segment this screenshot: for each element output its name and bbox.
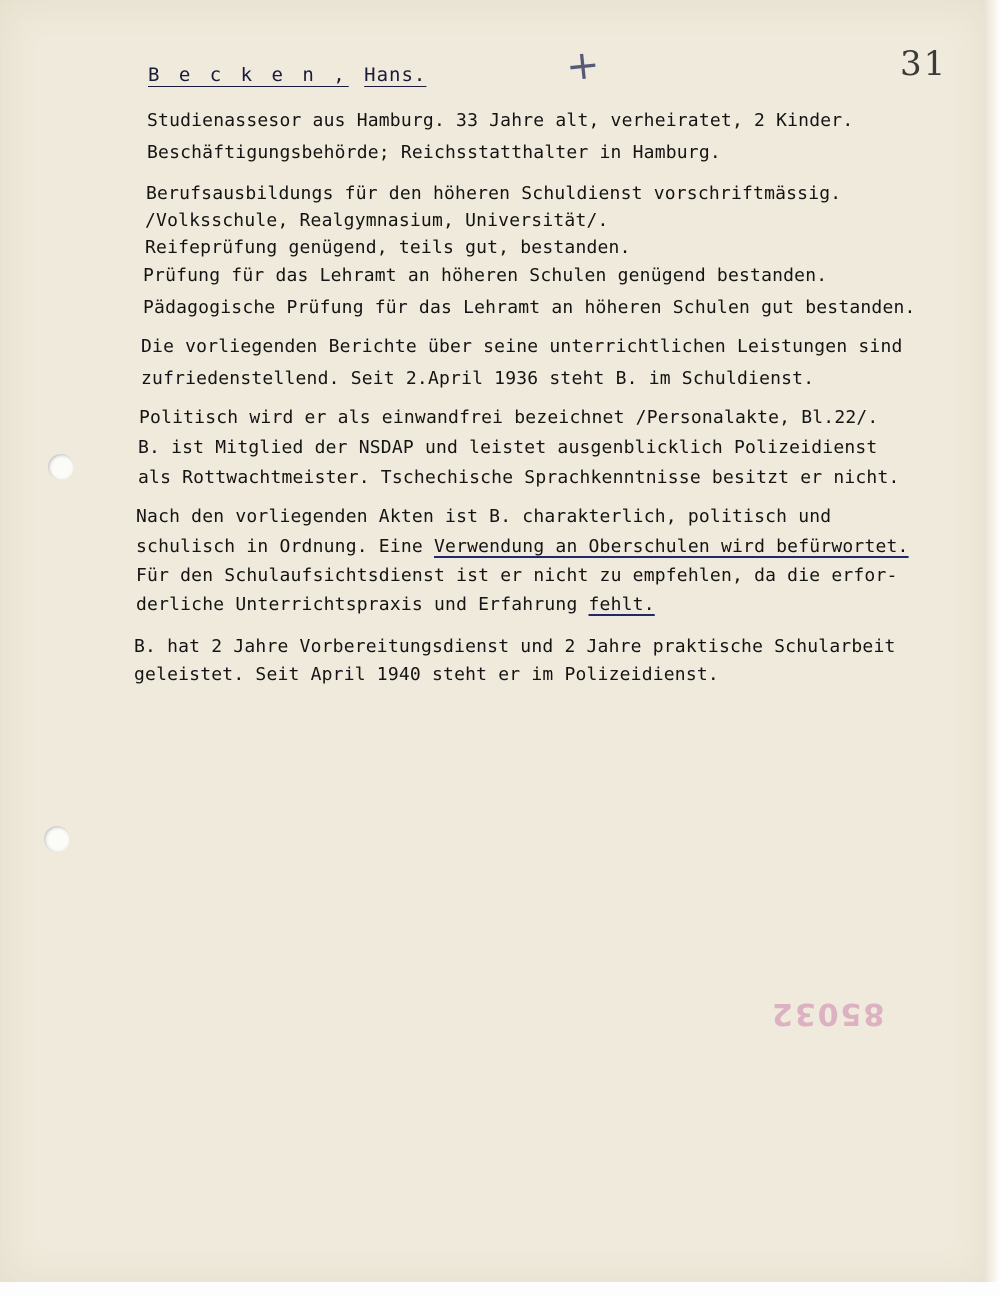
text-line: B. hat 2 Jahre Vorbereitungsdienst und 2 Jahre praktische Schularbeit bbox=[134, 636, 896, 657]
text-line: geleistet. Seit April 1940 steht er im Polizeidienst. bbox=[134, 664, 719, 685]
text-line: Nach den vorliegenden Akten ist B. charakterlich, politisch und bbox=[136, 506, 832, 527]
punch-hole-top bbox=[48, 454, 74, 480]
text-line: Politisch wird er als einwandfrei bezeichnet /Personalakte, Bl.22/. bbox=[139, 407, 879, 428]
punch-hole-bottom bbox=[44, 826, 70, 852]
underlined-word: fehlt. bbox=[588, 594, 655, 615]
text-line-underlined bbox=[136, 536, 909, 557]
page-number: 31 bbox=[900, 44, 948, 84]
underlined-recommendation: Verwendung an Oberschulen wird befürwortet. bbox=[434, 536, 909, 557]
text-line: /Volksschule, Realgymnasium, Universität/. bbox=[145, 210, 609, 231]
text-line: B. ist Mitglied der NSDAP und leistet ausgenblicklich Polizeidienst bbox=[138, 437, 878, 458]
text-line: Berufsausbildungs für den höheren Schuldienst vorschriftmässig. bbox=[146, 183, 842, 204]
text-line: Studienassesor aus Hamburg. 33 Jahre alt, verheiratet, 2 Kinder. bbox=[147, 110, 854, 131]
document-heading bbox=[148, 64, 426, 86]
page-edge bbox=[984, 0, 1000, 1296]
text-line: Die vorliegenden Berichte über seine unterrichtlichen Leistungen sind bbox=[141, 336, 903, 357]
heading-given-name: Hans. bbox=[364, 64, 427, 86]
text-line: Beschäftigungsbehörde; Reichsstatthalter in Hamburg. bbox=[147, 142, 721, 163]
text-line: Reifeprüfung genügend, teils gut, bestanden. bbox=[145, 237, 631, 258]
text-line: Prüfung für das Lehramt an höheren Schulen genügend bestanden. bbox=[143, 265, 828, 286]
text-segment: derliche Unterrichtspraxis und Erfahrung bbox=[136, 594, 589, 615]
pencil-mark: + bbox=[563, 41, 602, 91]
text-line-underlined bbox=[136, 594, 655, 615]
archive-stamp: 85032 bbox=[770, 996, 885, 1031]
text-line: Für den Schulaufsichtsdienst ist er nicht zu empfehlen, da die erfor- bbox=[136, 565, 898, 586]
text-segment: schulisch in Ordnung. Eine bbox=[136, 536, 434, 557]
text-line: zufriedenstellend. Seit 2.April 1936 steht B. im Schuldienst. bbox=[141, 368, 815, 389]
text-line: Pädagogische Prüfung für das Lehramt an höheren Schulen gut bestanden. bbox=[143, 297, 916, 318]
text-line: als Rottwachtmeister. Tschechische Sprachkenntnisse besitzt er nicht. bbox=[138, 467, 900, 488]
page-bottom-edge bbox=[0, 1282, 1000, 1296]
heading-surname: B e c k e n , bbox=[148, 64, 349, 86]
